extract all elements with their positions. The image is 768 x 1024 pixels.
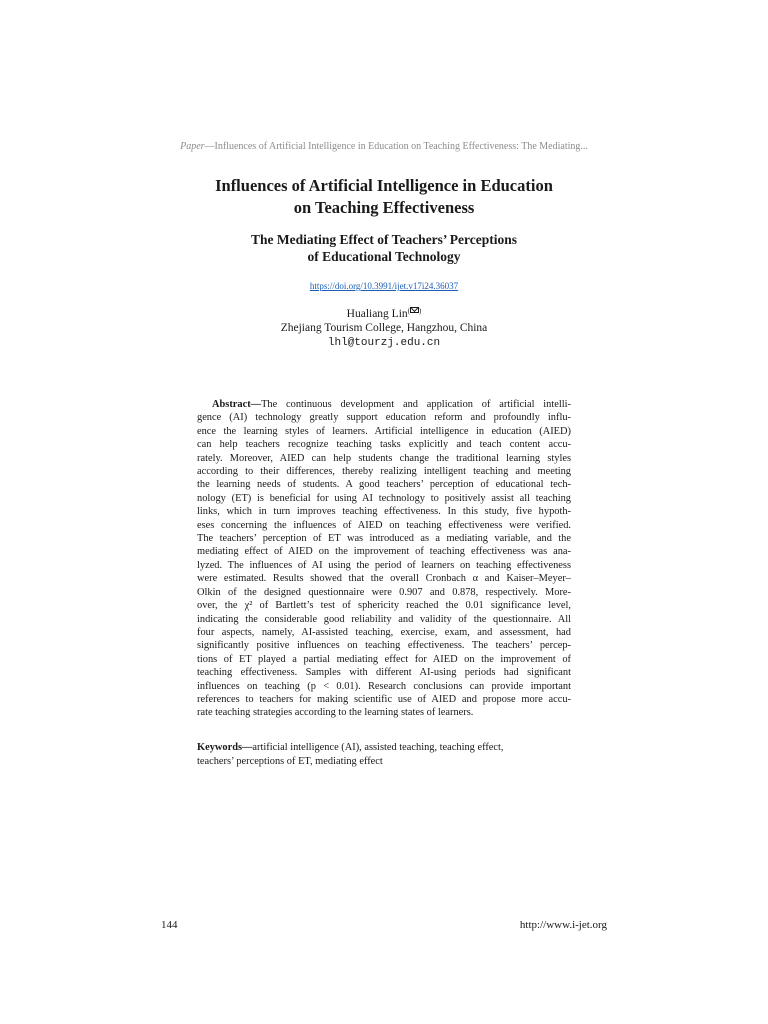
author-email: lhl@tourzj.edu.cn — [327, 337, 441, 349]
paper-subtitle-line-1: The Mediating Effect of Teachers’ Perceptions — [250, 232, 518, 247]
envelope-icon — [410, 307, 419, 313]
abstract-line: were estimated. Results showed that the overall Cronbach α and Kaiser–Meyer– — [197, 573, 571, 585]
abstract-line: significantly positive influences on teaching effectiveness. The teachers’ percep- — [197, 640, 571, 652]
author-name: Hualiang Lin — [346, 308, 408, 320]
abstract-line: tions of ET played a partial mediating effect for AIED on the improvement of — [197, 653, 571, 665]
abstract-line: over, the χ² of Bartlett’s test of sphericity reached the 0.01 significance level, — [197, 600, 571, 612]
abstract-line: the learning needs of students. A good teachers’ perception of educational tech- — [197, 479, 571, 491]
abstract-line: gence (AI) technology greatly support education reform and profoundly influ- — [197, 412, 571, 424]
keywords-label: Keywords— — [197, 742, 253, 753]
abstract-label: Abstract— — [212, 399, 262, 410]
keywords-line: teachers’ perceptions of ET, mediating effect — [197, 756, 383, 767]
abstract-line: Olkin of the designed questionnaire were 0.907 and 0.878, respectively. More- — [197, 586, 571, 598]
running-header-label: Paper — [180, 141, 205, 152]
abstract-line: eses concerning the influences of AIED on teaching effectiveness were verified. — [197, 519, 571, 531]
abstract-line: The teachers’ perception of ET was introduced as a mediating variable, and the — [197, 533, 571, 545]
keywords-line: Keywords—artificial intelligence (AI), assisted teaching, teaching effect, — [197, 742, 504, 753]
keywords — [197, 741, 571, 769]
abstract-line: rate teaching strategies according to the learning states of learners. — [197, 707, 474, 719]
corresponding-author-mark: ( ) — [407, 307, 422, 315]
abstract-line: links, which in turn improves teaching effectiveness. In this study, five hypoth- — [197, 506, 571, 518]
paper-title-line-2: on Teaching Effectiveness — [293, 198, 475, 217]
paper-title-line-1: Influences of Artificial Intelligence in Education — [215, 176, 553, 195]
abstract-line: according to their differences, thereby realizing intelligent teaching and meeting — [197, 466, 571, 478]
author-affiliation: Zhejiang Tourism College, Hangzhou, China — [280, 322, 488, 334]
author — [0, 307, 768, 320]
abstract-line: references to teachers for making scientific use of AIED and propose more accu- — [197, 693, 571, 705]
abstract-line: indicating the considerable good reliability and validity of the questionnaire. All — [197, 613, 571, 625]
journal-url[interactable]: http://www.i-jet.org — [519, 919, 607, 931]
abstract-line: Abstract—The continuous development and application of artificial intelli- — [212, 399, 571, 410]
paper-title — [0, 175, 768, 219]
abstract-line: ence the learning styles of learners. Artificial intelligence in education (AIED) — [197, 425, 571, 437]
abstract-line: lyzed. The influences of AI using the period of learners on teaching effectiveness — [197, 559, 571, 571]
paper-subtitle — [0, 231, 768, 265]
abstract-line: mediating effect of AIED on the improvement of teaching effectiveness was ana- — [197, 546, 571, 558]
doi-link[interactable]: https://doi.org/10.3991/ijet.v17i24.36037 — [309, 281, 459, 291]
page-number: 144 — [161, 919, 178, 931]
abstract-line: rately. Moreover, AIED can help students change the traditional learning styles — [197, 452, 571, 464]
abstract-line: can help teachers recognize teaching tasks explicitly and teach content accu- — [197, 439, 571, 451]
abstract-line: four aspects, namely, AI-assisted teaching, exercise, exam, and assessment, had — [197, 626, 571, 638]
running-header-text: —Influences of Artificial Intelligence in Education on Teaching Effectiveness: The Mediating... — [204, 141, 588, 152]
doi — [0, 281, 768, 291]
paper-subtitle-line-2: of Educational Technology — [307, 249, 461, 264]
abstract — [197, 398, 571, 720]
running-header — [0, 141, 768, 152]
abstract-line: nology (ET) is beneficial for using AI technology to positively assist all teaching — [197, 492, 571, 504]
abstract-line: influences on teaching (p < 0.01). Research conclusions can provide important — [197, 680, 571, 692]
abstract-line: teaching effectiveness. Samples with different AI-using periods had significant — [197, 667, 571, 679]
